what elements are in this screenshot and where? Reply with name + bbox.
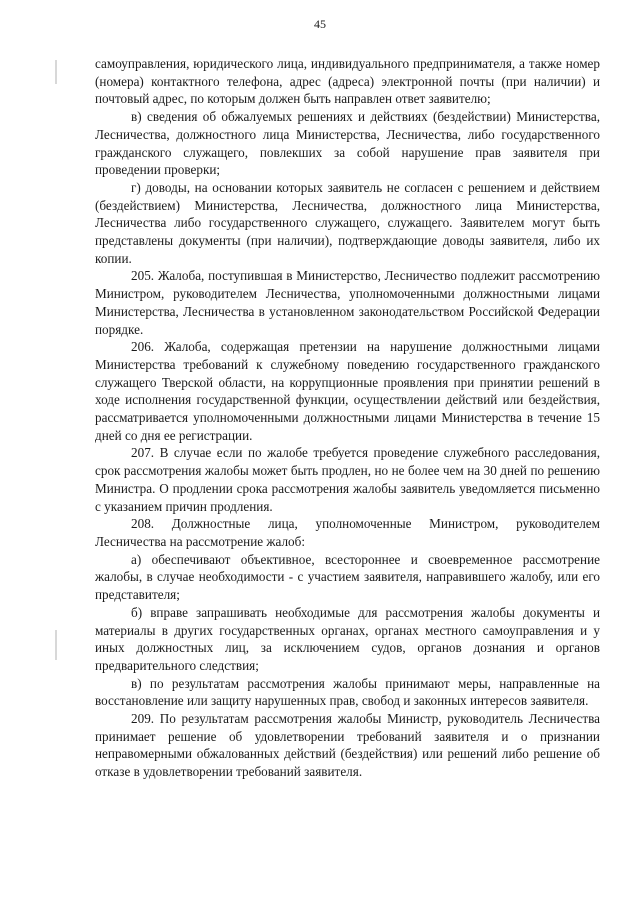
paragraph-207: 207. В случае если по жалобе требуется проведение служебного расследования, срок рассмотрения жалобы может быть продлен, но не более чем на 30 дней по решению Министра. О продлении срока рассмотрения жалобы заявитель уведомляется письменно с указанием причин продления. (95, 445, 600, 514)
paragraph-208-item-a: а) обеспечивают объективное, всестороннее и своевременное рассмотрение жалобы, в случае необходимости - с участием заявителя, направившего жалобу, или его представителя; (95, 551, 600, 603)
paragraph-208-item-v: в) по результатам рассмотрения жалобы принимают меры, направленные на восстановление или защиту нарушенных прав, свобод и законных интересов заявителя. (95, 675, 600, 709)
paragraph-208: 208. Должностные лица, уполномоченные Министром, руководителем Лесничества на рассмотрение жалоб: (95, 516, 600, 549)
paragraph-item-v: в) сведения об обжалуемых решениях и действиях (бездействии) Министерства, Лесничества, должностного лица Министерства, Лесничества, либо государственного гражданского служащего, повлекших за собой нарушение прав заявителя при проведении проверки; (95, 109, 600, 178)
paragraph-address-continuation: самоуправления, юридического лица, индивидуального предпринимателя, а также номер (номера) контактного телефона, адрес (адреса) электронной почты (при наличии) и почтовый адрес, по которым должен быть направлен ответ заявителю; (95, 56, 600, 107)
scan-edge-mark-top (55, 60, 57, 84)
document-body (95, 55, 600, 781)
paragraph-205: 205. Жалоба, поступившая в Министерство, Лесничество подлежит рассмотрению Министром, руководителем Лесничества, уполномоченными должностными лицами Министерства, Лесничества в установленном законодательством Российской Федерации порядке. (95, 268, 600, 337)
paragraph-206: 206. Жалоба, содержащая претензии на нарушение должностными лицами Министерства требований к служебному поведению государственного гражданского служащего Тверской области, на коррупционные проявления при принятии решений в ходе исполнения государственной функции, осуществлении действий или бездействия, рассматривается уполномоченными должностными лицами Министерства в течение 15 дней со дня ее регистрации. (95, 339, 600, 443)
paragraph-209: 209. По результатам рассмотрения жалобы Министр, руководитель Лесничества принимает решение об удовлетворении требований заявителя и о признании неправомерными обжалованных действий (бездействия) или решений либо решение об отказе в удовлетворении требований заявителя. (95, 711, 600, 780)
scan-edge-mark-bottom (55, 630, 57, 660)
page-number: 45 (314, 17, 326, 31)
paragraph-item-g: г) доводы, на основании которых заявитель не согласен с решением и действием (бездействием) Министерства, Лесничества, должностного лица Министерства, Лесничества либо государственного служащего, служащего. Заявителем могут быть представлены документы (при наличии), подтверждающие доводы заявителя, либо их копии. (95, 179, 600, 266)
paragraph-208-item-b: б) вправе запрашивать необходимые для рассмотрения жалобы документы и материалы в других государственных органах, органах местного самоуправления и у иных должностных лиц, за исключением судов, органов дознания и органов предварительного следствия; (95, 604, 600, 673)
